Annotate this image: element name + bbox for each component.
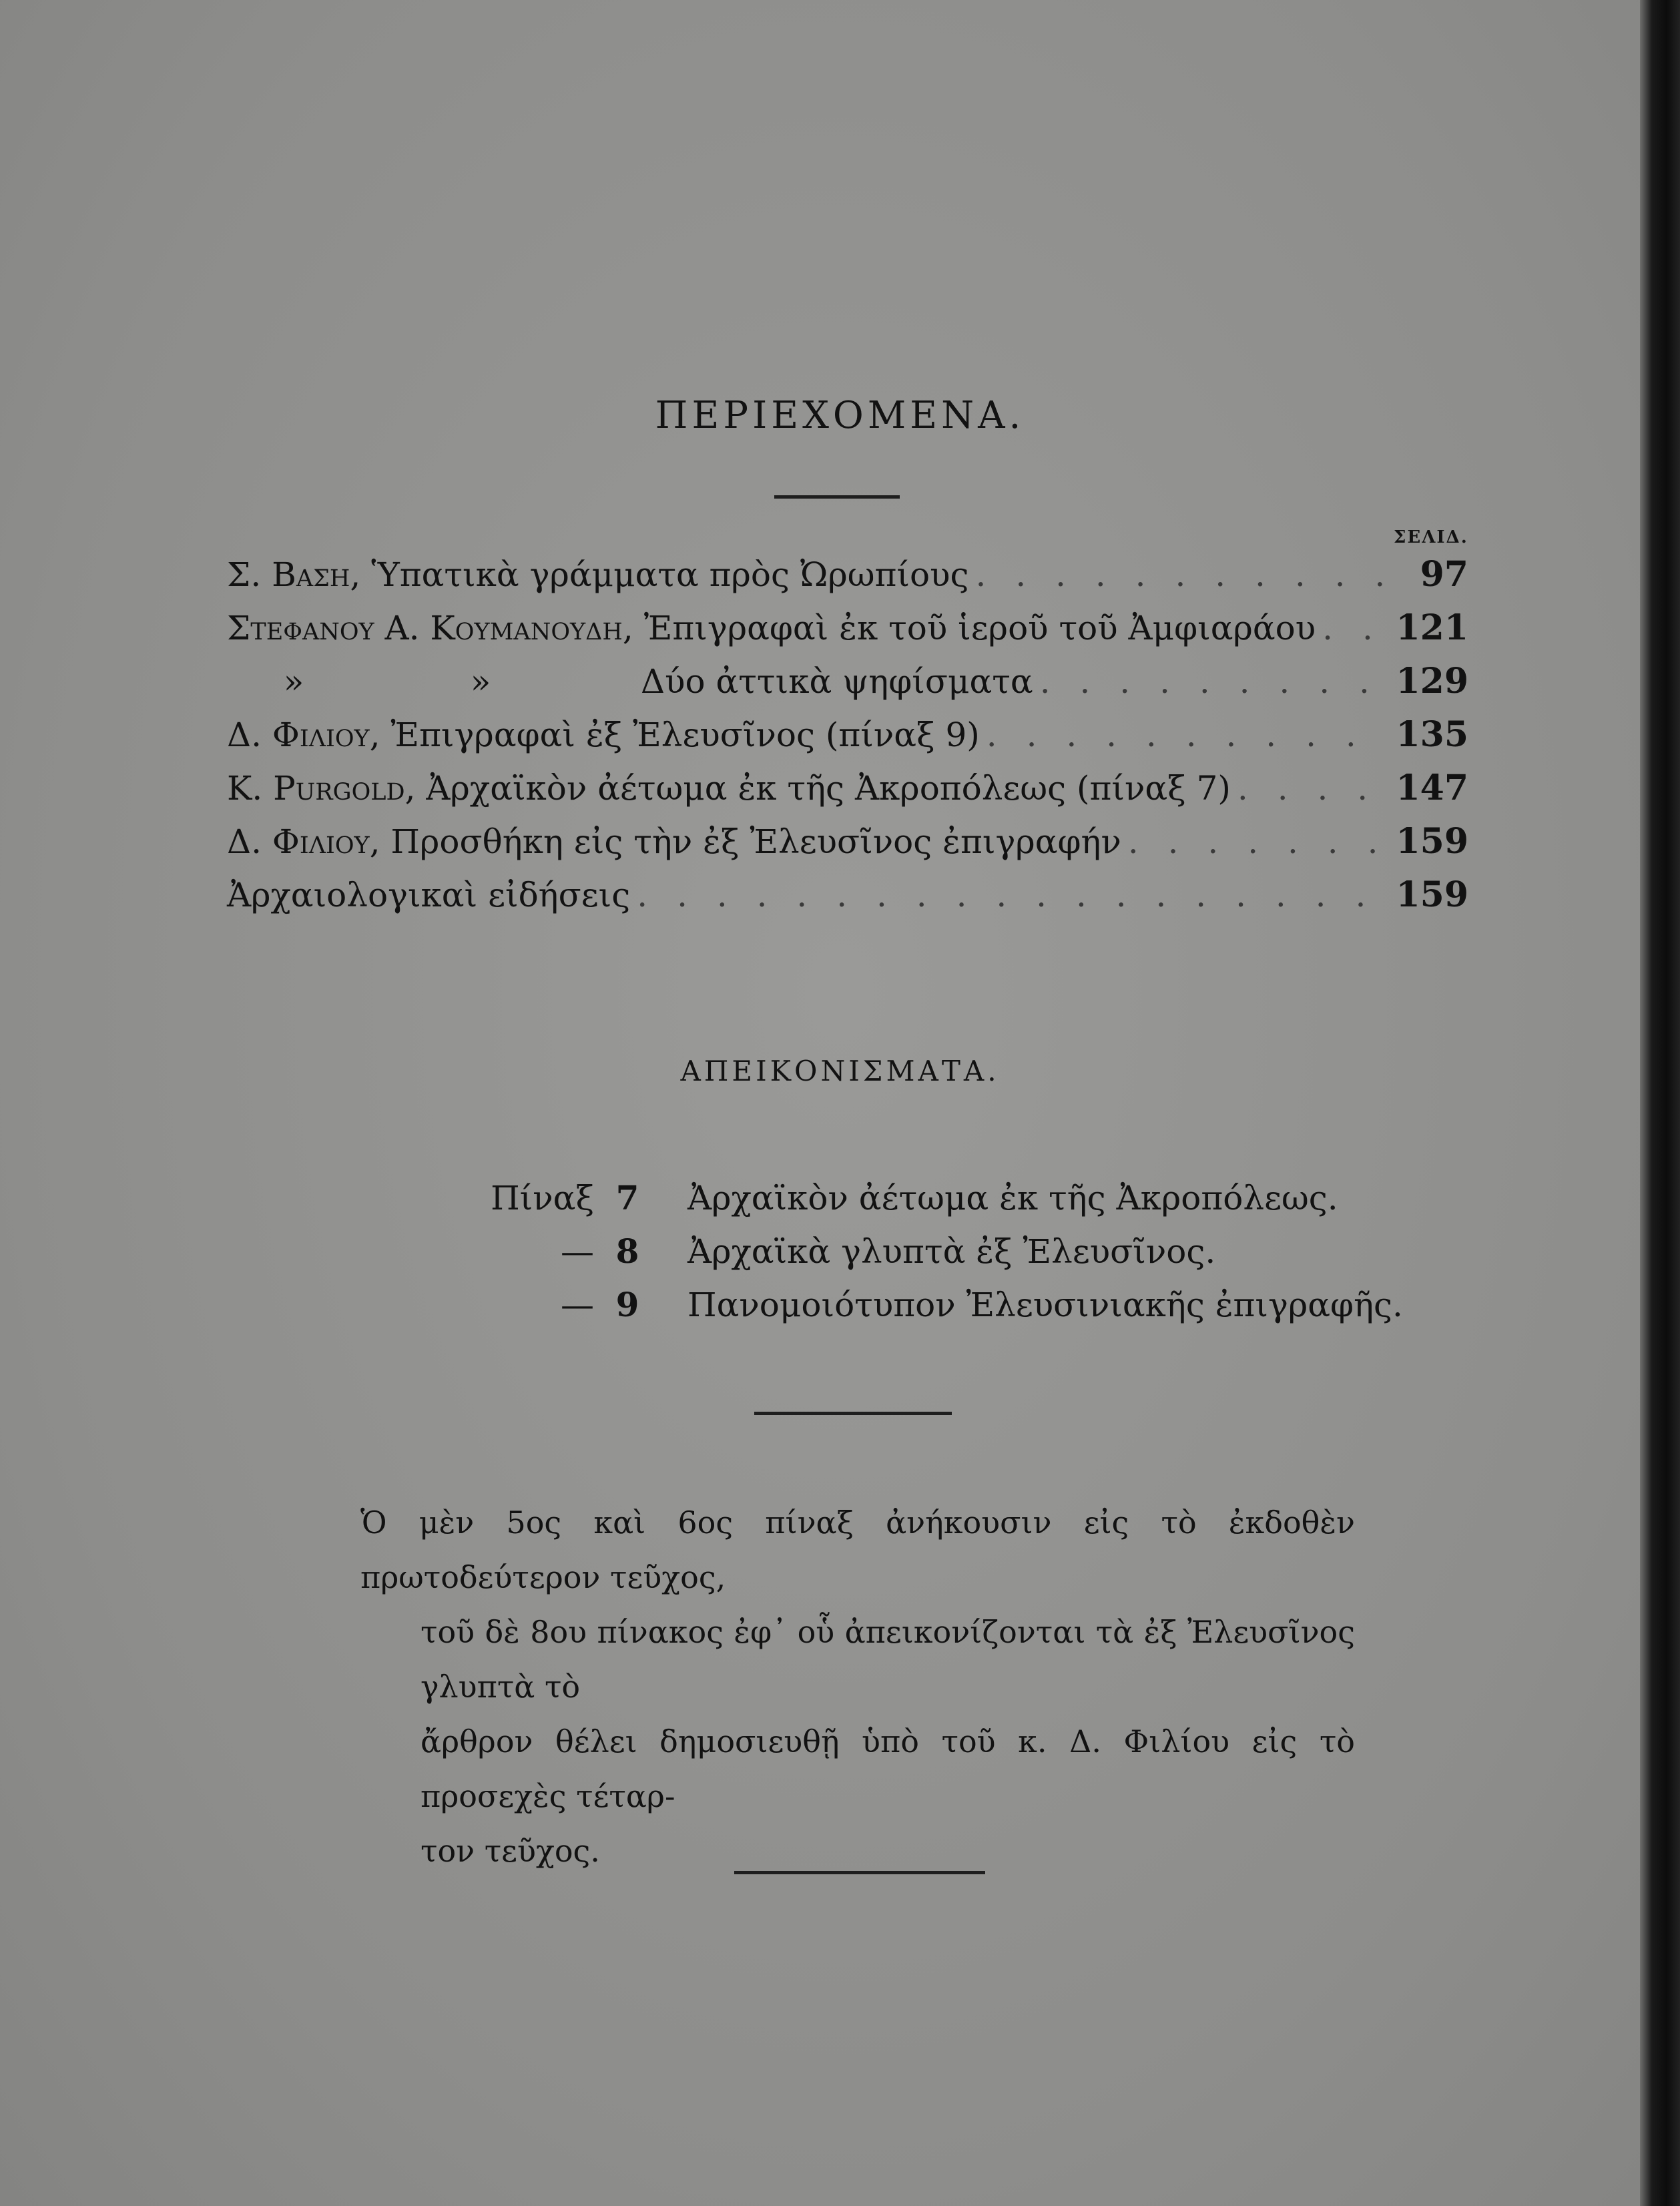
contents-entry (227, 768, 1468, 818)
entry-page-number: 121 (1396, 607, 1468, 648)
leader-dots (1231, 769, 1388, 808)
plate-number: 9 (615, 1285, 639, 1324)
leader-dots (969, 555, 1388, 594)
entry-author: Σ. Βαση, (227, 555, 361, 594)
plate-description: Ἀρχαϊκὸν ἀέτωμα ἐκ τῆς Ἀκροπόλεως. (687, 1179, 1338, 1217)
entry-title: Ἀρχαιολογικαὶ εἰδήσεις (227, 876, 631, 914)
plate-label: Πίναξ (491, 1179, 594, 1217)
book-spine-shadow (1640, 0, 1680, 2206)
contents-entry (227, 821, 1468, 872)
leader-dots (1033, 662, 1388, 701)
ditto-mark: » (283, 662, 304, 701)
contents-entry (227, 874, 1468, 925)
illustrations-title: ΑΠΕΙΚΟΝΙΣΜΑΤΑ. (680, 1055, 1000, 1087)
entry-author: Δ. Φιλιου, (227, 716, 380, 754)
entry-author: Κ. Purgold, (227, 769, 416, 808)
section-divider (754, 1412, 952, 1415)
plate-entry (481, 1178, 1338, 1231)
contents-entry (227, 714, 1468, 765)
leader-dots (630, 876, 1388, 914)
plate-number: 8 (615, 1231, 639, 1271)
contents-title: ΠΕΡΙΕΧΟΜΕΝΑ. (655, 394, 1025, 437)
contents-entry (227, 554, 1468, 605)
plate-description: Ἀρχαϊκὰ γλυπτὰ ἐξ Ἐλευσῖνος. (687, 1232, 1216, 1271)
contents-entry (227, 607, 1468, 658)
contents-entry (227, 661, 1468, 712)
plate-entry (481, 1285, 1403, 1338)
entry-page-number: 129 (1396, 661, 1468, 702)
note-line: Ὁ μὲν 5ος καὶ 6ος πίναξ ἀνήκουσιν εἰς τὸ ἐκδοθὲν πρωτοδεύτερον τεῦχος, (360, 1504, 1355, 1595)
plate-label: — (561, 1232, 594, 1271)
leader-dots (1316, 609, 1388, 647)
page-column-header: ΣΕΛΙΔ. (1394, 527, 1468, 547)
note-line: ἄρθρον θέλει δημοσιευθῇ ὑπὸ τοῦ κ. Δ. Φιλίου εἰς τὸ προσεχὲς τέταρ- (421, 1723, 1355, 1814)
leader-dots (980, 716, 1388, 754)
leader-dots (1121, 822, 1388, 861)
end-divider (734, 1871, 985, 1874)
note-line: τον τεῦχος. (421, 1833, 600, 1869)
entry-title: Προσθήκη εἰς τὴν ἐξ Ἐλευσῖνος ἐπιγραφήν (390, 822, 1121, 861)
entry-page-number: 135 (1396, 714, 1468, 755)
ditto-mark: » (470, 662, 491, 701)
entry-title: Ἐπιγραφαὶ ἐξ Ἐλευσῖνος (πίναξ 9) (390, 716, 980, 754)
entry-author: Στεφανου Α. Κουμανουδη, (227, 609, 633, 647)
entry-author: Δ. Φιλιου, (227, 822, 380, 861)
entry-page-number: 97 (1420, 554, 1468, 595)
entry-title: Ἀρχαϊκὸν ἀέτωμα ἐκ τῆς Ἀκροπόλεως (πίναξ 7) (426, 769, 1231, 808)
contents-divider (774, 495, 900, 499)
entry-title: Ὑπατικὰ γράμματα πρὸς Ὠρωπίους (371, 555, 969, 594)
plate-description: Πανομοιότυπον Ἐλευσινιακῆς ἐπιγραφῆς. (687, 1286, 1403, 1324)
note-line: τοῦ δὲ 8ου πίνακος ἐφ᾽ οὗ ἀπεικονίζονται τὰ ἐξ Ἐλευσῖνος γλυπτὰ τὸ (421, 1614, 1355, 1705)
plate-number: 7 (615, 1178, 639, 1217)
entry-title: Δύο ἀττικὰ ψηφίσματα (641, 662, 1033, 701)
entry-page-number: 159 (1396, 821, 1468, 862)
entry-page-number: 147 (1396, 768, 1468, 808)
editorial-note (360, 1495, 1355, 1878)
plate-entry (481, 1231, 1215, 1285)
entry-page-number: 159 (1396, 874, 1468, 915)
entry-title: Ἐπιγραφαὶ ἐκ τοῦ ἱεροῦ τοῦ Ἀμφιαράου (643, 609, 1316, 647)
plate-label: — (561, 1286, 594, 1324)
